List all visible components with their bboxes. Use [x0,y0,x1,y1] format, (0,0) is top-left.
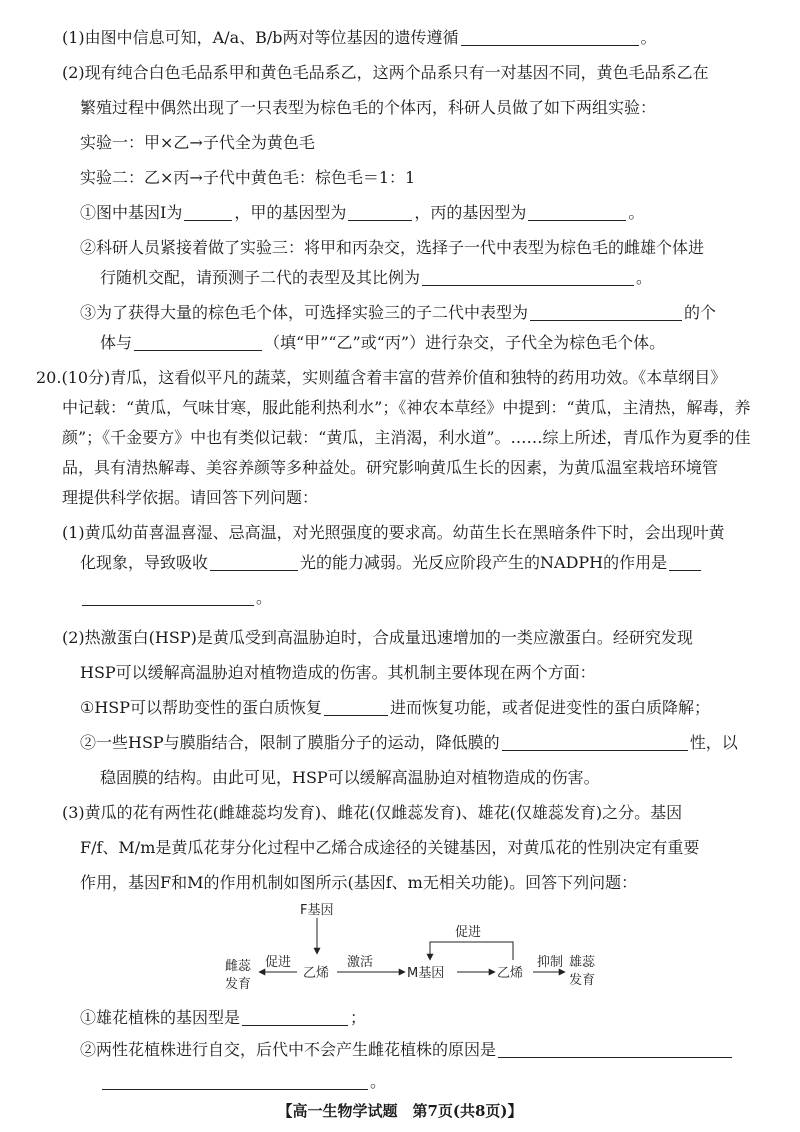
answer-blank[interactable] [461,29,639,46]
q20-intro-line3: 颜”；《千金要方》中也有类似记载：“黄瓜，主消渴，利水道”。……综上所述，青瓜作为夏季的佳 [62,428,751,447]
q20-intro-line5: 理提供科学依据。请回答下列问题： [62,488,319,507]
q19-subq1: ①图中基因Ⅰ为 ，甲的基因型为 ，丙的基因型为 。 [80,203,645,222]
q20-part1-line3: 。 [80,588,272,608]
q20-question-b-cont: 。 [100,1072,386,1092]
q20-part2-mech1: ①HSP可以帮助变性的蛋白质恢复 进而恢复功能，或者促进变性的蛋白质降解； [80,698,711,717]
gene-mechanism-diagram [225,900,605,1000]
promote-label-left: 促进 [265,955,292,970]
male-label-bottom: 发育 [569,973,596,988]
answer-blank[interactable] [324,699,388,716]
q20-part2-mech2: ②一些HSP与膜脂结合，限制了膜脂分子的运动，降低膜的 性，以 [80,733,738,752]
experiment-two: 实验二：乙×丙→子代中黄色毛：棕色毛＝1：1 [80,168,416,187]
female-label-bottom: 发育 [225,977,252,992]
answer-blank[interactable] [242,1009,348,1026]
q19-part2-line2: 繁殖过程中偶然出现了一只表型为棕色毛的个体丙，科研人员做了如下两组实验： [80,98,657,117]
q20-question-a: ①雄花植株的基因型是 ； [80,1008,367,1027]
answer-blank[interactable] [528,204,626,221]
page-footer: 【高一生物学试题 第7页(共8页)】 [277,1102,523,1120]
f-gene-label: F基因 [300,903,334,918]
promote-label-top: 促进 [455,925,482,940]
answer-blank[interactable] [102,1073,368,1090]
q20-part1-line2: 化现象，导致吸收 光的能力减弱。光反应阶段产生的NADPH的作用是 [80,553,703,573]
q20-part2-conclusion: 稳固膜的结构。由此可见，HSP可以缓解高温胁迫对植物造成的伤害。 [100,768,600,787]
female-label-top: 雌蕊 [225,959,252,974]
q20-intro-line1: 20.(10分)青瓜，这看似平凡的蔬菜，实则蕴含着丰富的营养价值和独特的药用功效。《本草纲目》 [36,368,727,387]
q19-p1-text: (1)由图中信息可知，A/a、B/b两对等位基因的遗传遵循 [62,28,459,47]
q20-part2-line1: (2)热激蛋白(HSP)是黄瓜受到高温胁迫时，合成量迅速增加的一类应激蛋白。经研究发现 [62,628,693,647]
answer-blank[interactable] [530,304,682,321]
experiment-one: 实验一：甲×乙→子代全为黄色毛 [80,133,315,152]
answer-blank[interactable] [502,734,688,751]
answer-blank[interactable] [82,589,254,606]
answer-blank[interactable] [669,554,701,571]
q19-subq2-line2: 行随机交配，请预测子二代的表型及其比例为 。 [100,268,653,287]
q19-part2-line1: (2)现有纯合白色毛品系甲和黄色毛品系乙，这两个品系只有一对基因不同，黄色毛品系乙在 [62,63,709,82]
inhibit-label: 抑制 [537,955,564,970]
answer-blank[interactable] [134,334,262,351]
answer-blank[interactable] [210,554,298,571]
q20-part3-line3: 作用，基因F和M的作用机制如图所示(基因f、m无相关功能)。回答下列问题： [80,873,638,892]
q19-subq3-line2: 体与 （填“甲”“乙”或“丙”）进行杂交，子代全为棕色毛个体。 [100,333,666,352]
arrow-feedback [430,942,513,960]
answer-blank[interactable] [422,269,634,286]
q19-subq3-line1: ③为了获得大量的棕色毛个体，可选择实验三的子二代中表型为 的个 [80,303,717,322]
activate-label: 激活 [347,955,374,970]
m-gene-label: M基因 [407,966,445,981]
q20-question-b: ②两性花植株进行自交，后代中不会产生雌花植株的原因是 [80,1040,734,1060]
ethylene-2: 乙烯 [497,966,524,981]
ethylene-1: 乙烯 [303,966,330,981]
male-label-top: 雄蕊 [569,955,596,970]
q20-part1-line1: (1)黄瓜幼苗喜温喜湿、忌高温，对光照强度的要求高。幼苗生长在黑暗条件下时，会出现叶黄 [62,523,725,542]
q20-part2-line2: HSP可以缓解高温胁迫对植物造成的伤害。其机制主要体现在两个方面： [80,663,596,682]
q20-intro-line4: 品，具有清热解毒、美容养颜等多种益处。研究影响黄瓜生长的因素，为黄瓜温室栽培环境管 [62,458,719,477]
answer-blank[interactable] [348,204,412,221]
q19-subq2-line1: ②科研人员紧接着做了实验三：将甲和丙杂交，选择子一代中表型为棕色毛的雌雄个体进 [80,238,705,257]
answer-blank[interactable] [184,204,232,221]
q20-part3-line2: F/f、M/m是黄瓜花芽分化过程中乙烯合成途径的关键基因，对黄瓜花的性别决定有重要 [80,838,700,857]
q20-intro-line2: 中记载：“黄瓜，气味甘寒，服此能利热利水”；《神农本草经》中提到：“黄瓜，主清热，解毒，养 [62,398,751,417]
q19-part1: (1)由图中信息可知，A/a、B/b两对等位基因的遗传遵循 。 [62,28,657,47]
answer-blank[interactable] [498,1041,732,1058]
q20-part3-line1: (3)黄瓜的花有两性花(雌雄蕊均发育)、雌花(仅雌蕊发育)、雄花(仅雄蕊发育)之分。基因 [62,803,683,822]
